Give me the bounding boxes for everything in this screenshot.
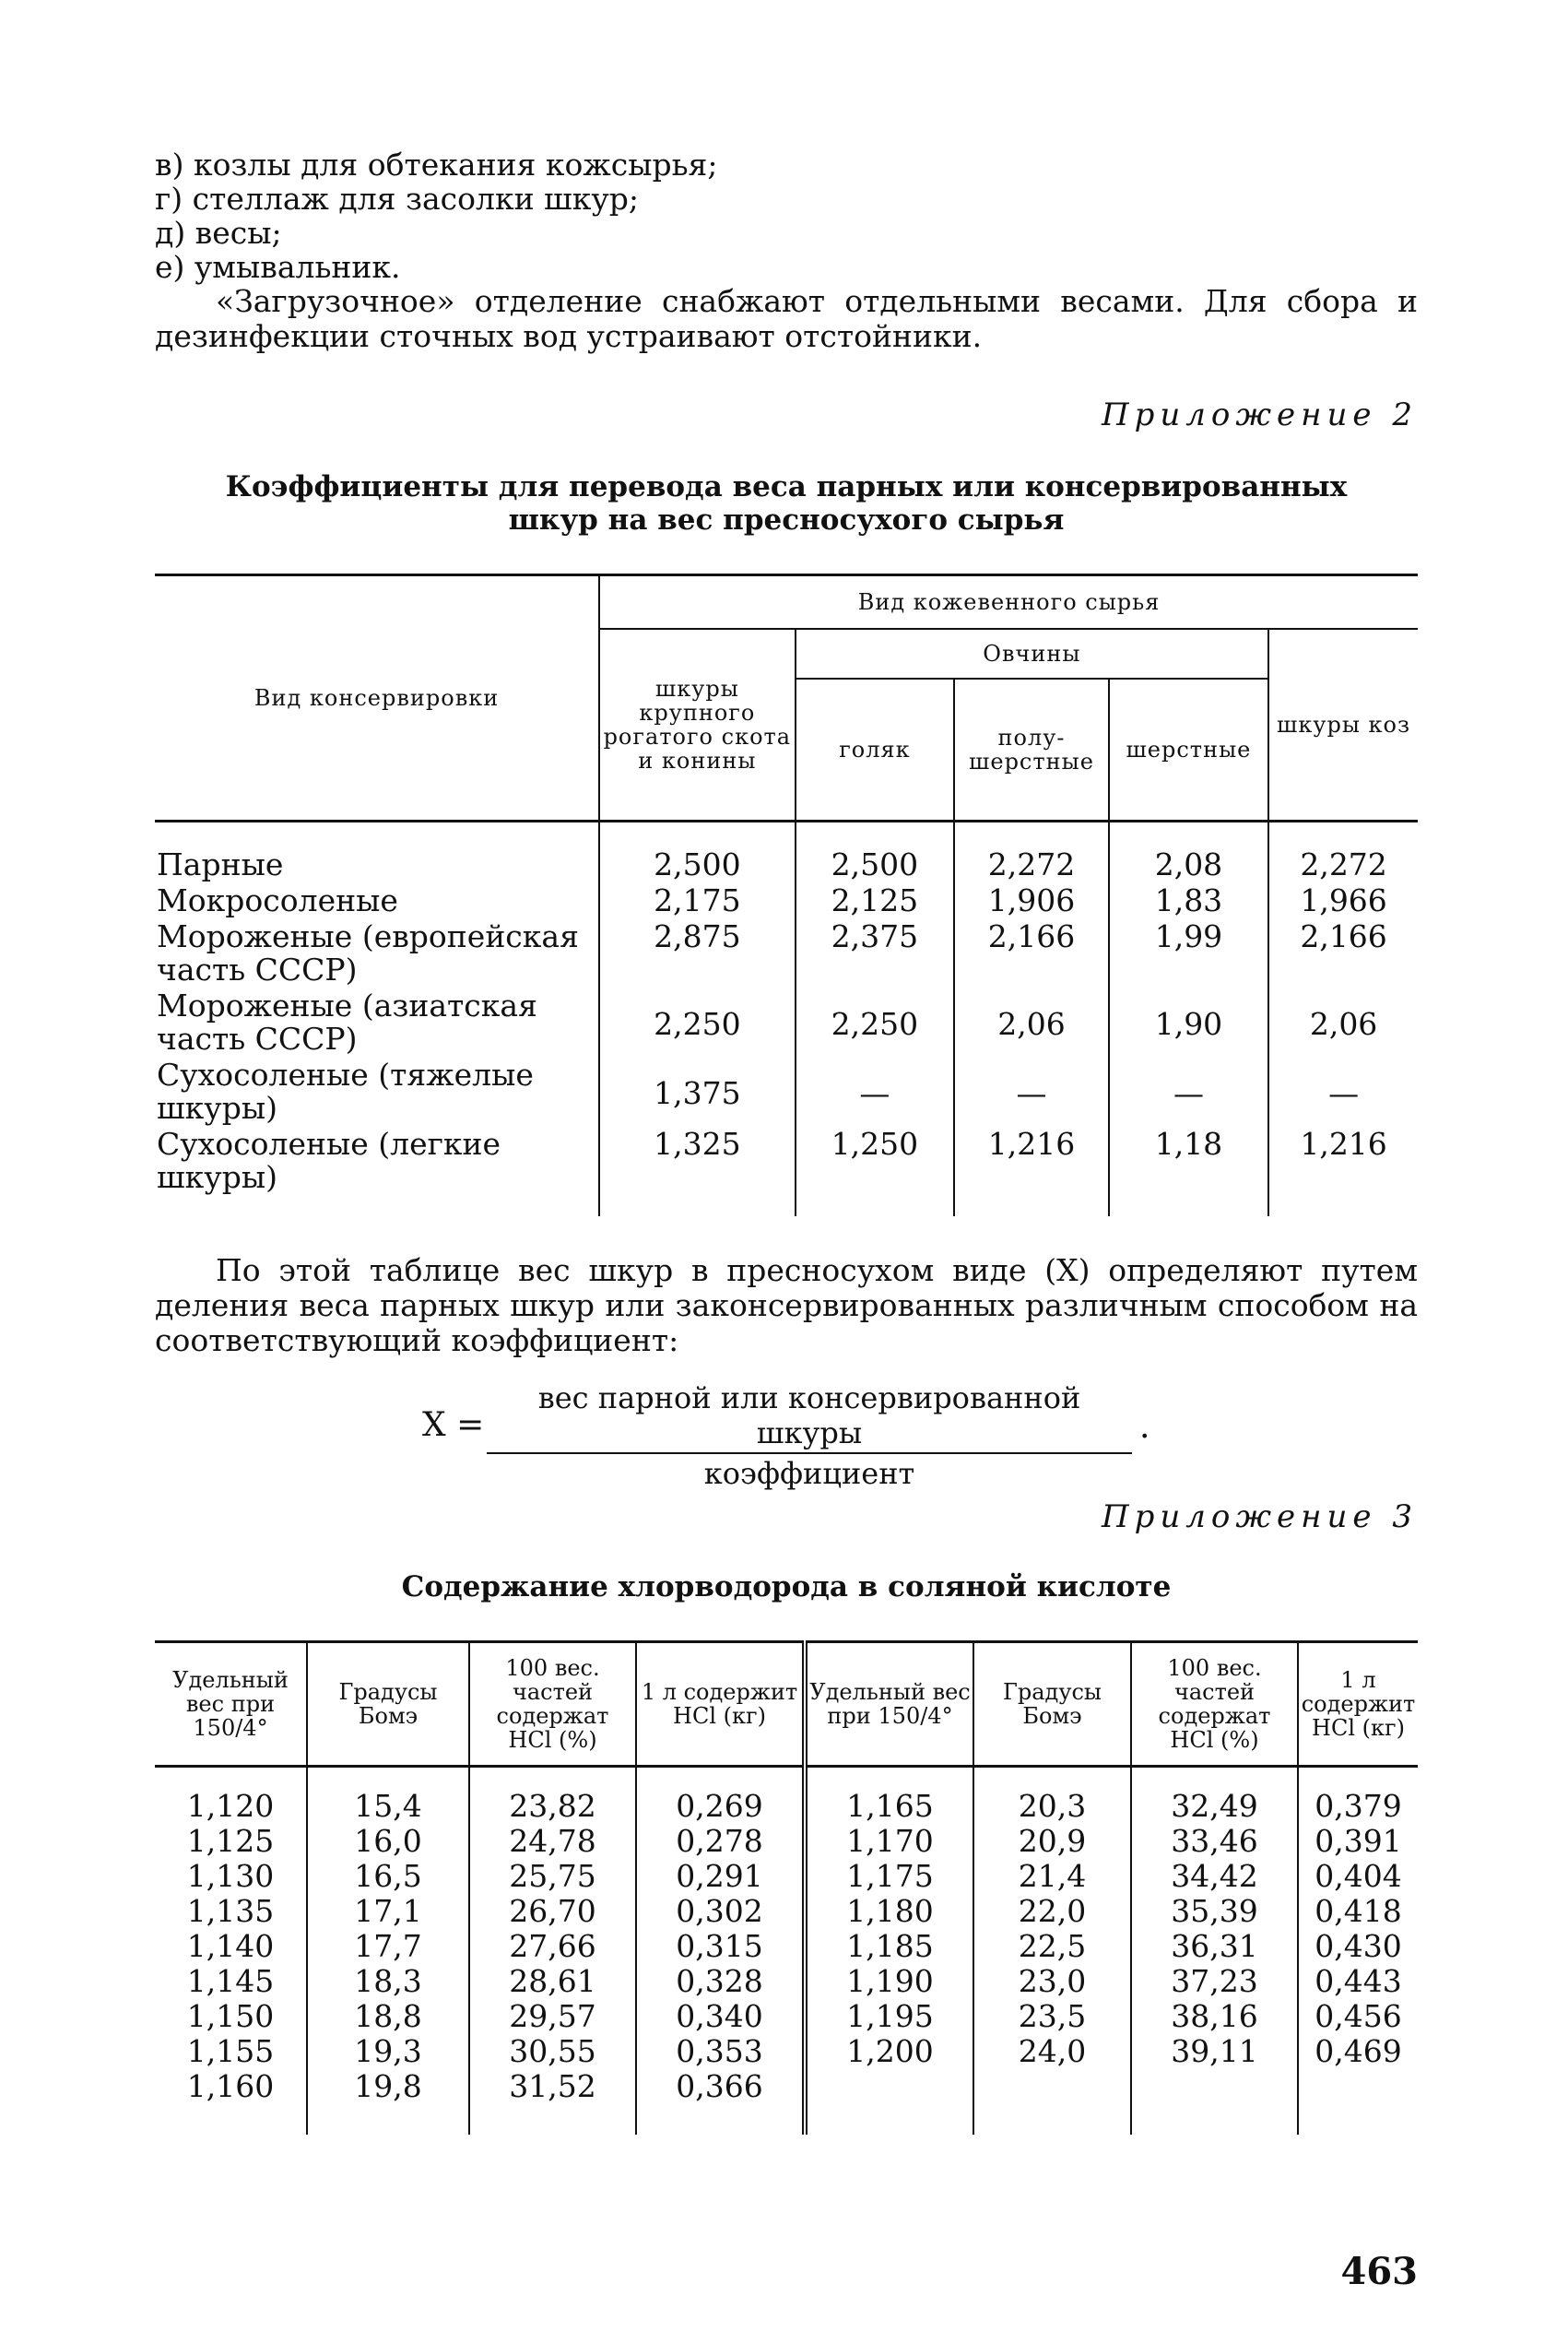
cell: 1,216 (1268, 1126, 1418, 1216)
cell: 0,291 (636, 1859, 805, 1894)
cell: 26,70 (469, 1894, 636, 1929)
formula-denominator: коэффициент (703, 1456, 915, 1491)
cell (805, 2069, 973, 2135)
cell: 1,145 (186, 1963, 275, 1999)
cell: 27,66 (469, 1929, 636, 1964)
cell: 2,272 (954, 822, 1109, 883)
cell: 1,165 (805, 1767, 973, 1825)
cell: 0,269 (636, 1767, 805, 1825)
table-1-title: Коэффициенты для перевода веса парных или консервированных шкур на вес пресносухого сырья (225, 470, 1348, 537)
cell: 1,375 (599, 1057, 796, 1126)
cell: 1,250 (796, 1126, 955, 1216)
cell: 19,8 (307, 2069, 469, 2135)
cell: 2,272 (1268, 822, 1418, 883)
cell: 1,906 (954, 882, 1109, 918)
cell: 1,99 (1109, 918, 1268, 988)
cell: 24,78 (469, 1824, 636, 1859)
list-item: г) стеллаж для засолки шкур; (155, 181, 640, 217)
header-cell: 1 л содержит HCl (кг) (636, 1642, 805, 1767)
cell: 2,166 (1268, 918, 1418, 988)
cell: 0,353 (636, 2034, 805, 2069)
cell: 1,83 (1109, 882, 1268, 918)
table-row (155, 1964, 1418, 1999)
list-item: е) умывальник. (155, 249, 401, 285)
header-cell: Градусы Бомэ (307, 1642, 469, 1767)
cell: 37,23 (1131, 1964, 1298, 1999)
cell: 0,404 (1298, 1859, 1418, 1894)
header-cell: 100 вес. частей содержат HCl (%) (1131, 1642, 1298, 1767)
header-goat: шкуры коз (1268, 629, 1418, 822)
cell: 0,315 (636, 1929, 805, 1964)
cell: — (1109, 1057, 1268, 1126)
appendix-2-label: Приложение 2 (1101, 396, 1418, 433)
cell: 1,155 (186, 2033, 275, 2069)
cell: 0,302 (636, 1894, 805, 1929)
cell: 2,06 (1268, 988, 1418, 1057)
table-row (155, 918, 1418, 988)
cell: 1,966 (1268, 882, 1418, 918)
cell: 1,180 (805, 1894, 973, 1929)
formula-numerator: вес парной или консервированной шкуры (487, 1380, 1132, 1454)
row-label: Мокросоленые (157, 882, 398, 918)
cell: 35,39 (1131, 1894, 1298, 1929)
cell: 0,366 (636, 2069, 805, 2135)
cell: 2,06 (954, 988, 1109, 1057)
cell: 2,375 (796, 918, 955, 988)
cell: 1,150 (186, 1998, 275, 2034)
cell: 1,200 (805, 2034, 973, 2069)
table-row (155, 1057, 1418, 1126)
cell: 1,190 (805, 1964, 973, 1999)
cell: 1,170 (805, 1824, 973, 1859)
formula (155, 1380, 1418, 1491)
table-2-title: Содержание хлорводорода в соляной кислоте (401, 1570, 1172, 1603)
cell: 1,120 (186, 1788, 275, 1824)
cell: 2,250 (599, 988, 796, 1057)
cell: 1,185 (805, 1929, 973, 1964)
cell: 0,379 (1298, 1767, 1418, 1825)
cell: 39,11 (1131, 2034, 1298, 2069)
header-cell: Удельный вес при 150/4° (805, 1642, 973, 1767)
table-row (155, 1824, 1418, 1859)
table-row (155, 1126, 1418, 1216)
list-item: д) весы; (155, 215, 282, 251)
cell: 1,216 (954, 1126, 1109, 1216)
list-item: в) козлы для обтекания кожсырья; (155, 147, 718, 183)
cell: 0,391 (1298, 1824, 1418, 1859)
cell: 16,5 (307, 1859, 469, 1894)
cell: 22,5 (973, 1929, 1131, 1964)
header-wool: шерстные (1109, 679, 1268, 822)
cell: 16,0 (307, 1824, 469, 1859)
cell: 19,3 (307, 2034, 469, 2069)
header-raw: Вид кожевенного сырья (599, 575, 1418, 630)
cell: 0,469 (1298, 2034, 1418, 2069)
cell: 20,9 (973, 1824, 1131, 1859)
header-method: Вид консервировки (155, 575, 599, 822)
header-cattle: шкуры крупного рогатого скота и конины (599, 629, 796, 822)
cell: 23,5 (973, 1999, 1131, 2034)
page-number: 463 (1340, 2250, 1418, 2293)
table-row (155, 1859, 1418, 1894)
paragraph-formula-intro: По этой таблице вес шкур в пресносухом виде (X) определяют путем деления веса парных шкур или законсервированных различным способом на соответствующий коэффициент: (155, 1252, 1418, 1358)
cell: 18,8 (307, 1999, 469, 2034)
cell: 0,443 (1298, 1964, 1418, 1999)
cell: 1,140 (186, 1928, 275, 1964)
cell: 1,160 (186, 2068, 275, 2104)
cell: 1,135 (186, 1893, 275, 1929)
cell: 0,328 (636, 1964, 805, 1999)
table-row (155, 1894, 1418, 1929)
cell: 1,195 (805, 1999, 973, 2034)
row-label: Мороженые (азиатская часть СССР) (157, 988, 537, 1057)
cell: 29,57 (469, 1999, 636, 2034)
paragraph-loading: «Загрузочное» отделение снабжают отдельными весами. Для сбора и дезинфекции сточных вод устраивают отстойники. (155, 283, 1418, 354)
cell: 18,3 (307, 1964, 469, 1999)
cell: 1,90 (1109, 988, 1268, 1057)
cell: 0,430 (1298, 1929, 1418, 1964)
cell: 2,500 (599, 822, 796, 883)
cell: 1,325 (599, 1126, 796, 1216)
cell: 28,61 (469, 1964, 636, 1999)
cell (973, 2069, 1131, 2135)
cell: 34,42 (1131, 1859, 1298, 1894)
cell: 23,0 (973, 1964, 1131, 1999)
header-cell: 100 вес. частей содержат HCl (%) (469, 1642, 636, 1767)
header-sheep: Овчины (796, 629, 1269, 679)
cell: — (1268, 1057, 1418, 1126)
formula-end: . (1139, 1408, 1150, 1446)
row-label: Сухосоленые (легкие шкуры) (157, 1126, 501, 1195)
table-row (155, 1999, 1418, 2034)
cell: 32,49 (1131, 1767, 1298, 1825)
appendix-3-label: Приложение 3 (1101, 1498, 1418, 1535)
cell: 24,0 (973, 2034, 1131, 2069)
cell: 1,18 (1109, 1126, 1268, 1216)
cell: 30,55 (469, 2034, 636, 2069)
cell: 1,125 (186, 1823, 275, 1859)
table-row (155, 988, 1418, 1057)
cell: — (954, 1057, 1109, 1126)
cell (1131, 2069, 1298, 2135)
cell: 22,0 (973, 1894, 1131, 1929)
cell: 0,278 (636, 1824, 805, 1859)
cell: 1,175 (805, 1859, 973, 1894)
cell: 33,46 (1131, 1824, 1298, 1859)
cell: 23,82 (469, 1767, 636, 1825)
table-row (155, 822, 1418, 883)
cell: 15,4 (307, 1767, 469, 1825)
cell: 31,52 (469, 2069, 636, 2135)
table-row (155, 1767, 1418, 1825)
header-semi: полу- шерстные (954, 679, 1109, 822)
cell: 38,16 (1131, 1999, 1298, 2034)
cell: — (796, 1057, 955, 1126)
cell: 17,7 (307, 1929, 469, 1964)
cell: 0,340 (636, 1999, 805, 2034)
cell: 21,4 (973, 1859, 1131, 1894)
cell: 2,08 (1109, 822, 1268, 883)
cell: 25,75 (469, 1859, 636, 1894)
row-label: Парные (157, 846, 284, 882)
formula-fraction (487, 1380, 1132, 1491)
table-row (155, 882, 1418, 918)
cell: 2,875 (599, 918, 796, 988)
cell: 2,175 (599, 882, 796, 918)
header-cell: Градусы Бомэ (973, 1642, 1131, 1767)
table-row (155, 2034, 1418, 2069)
cell (1298, 2069, 1418, 2135)
header-bare: голяк (796, 679, 955, 822)
equipment-list (155, 148, 1418, 284)
cell: 20,3 (973, 1767, 1131, 1825)
cell: 1,130 (186, 1858, 275, 1894)
cell: 2,125 (796, 882, 955, 918)
header-cell: 1 л содержит HCl (кг) (1298, 1642, 1418, 1767)
page (155, 147, 1418, 2293)
table-row (155, 1929, 1418, 1964)
cell: 2,166 (954, 918, 1109, 988)
cell: 36,31 (1131, 1929, 1298, 1964)
table-row (155, 2069, 1418, 2135)
cell: 0,418 (1298, 1894, 1418, 1929)
header-cell: Удельный вес при 150/4° (155, 1642, 307, 1767)
cell: 2,250 (796, 988, 955, 1057)
cell: 0,456 (1298, 1999, 1418, 2034)
coefficients-table (155, 574, 1418, 1216)
formula-lhs: X = (422, 1406, 485, 1444)
cell: 2,500 (796, 822, 955, 883)
row-label: Сухосоленые (тяжелые шкуры) (157, 1057, 534, 1126)
cell: 17,1 (307, 1894, 469, 1929)
hcl-table-body (155, 1767, 1418, 2136)
hcl-table (155, 1640, 1418, 2135)
row-label: Мороженые (европейская часть СССР) (157, 918, 579, 988)
